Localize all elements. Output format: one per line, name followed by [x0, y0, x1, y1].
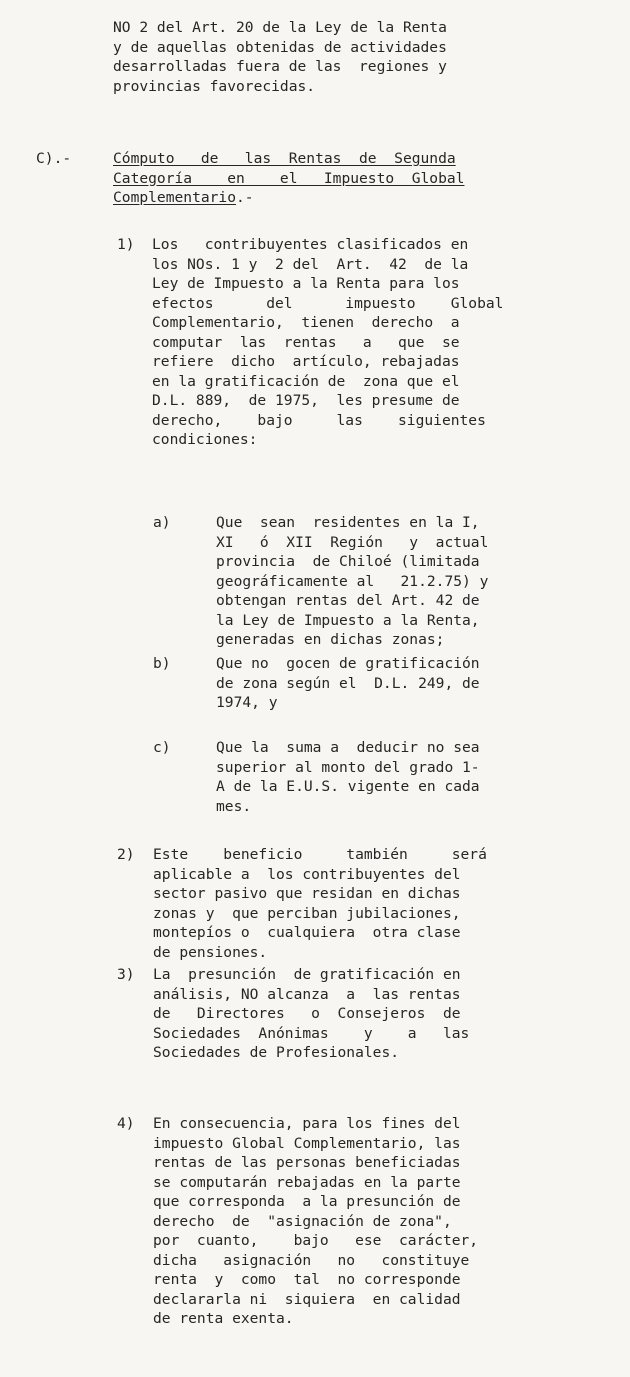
item-line: rentas de las personas beneficiadas — [153, 1154, 461, 1171]
item-line: se computarán rebajadas en la parte — [153, 1173, 461, 1191]
item-line: derecho, bajo las siguientes — [152, 411, 486, 429]
subitem-line: mes. — [216, 797, 252, 815]
item-line: zonas y que perciban jubilaciones, — [153, 904, 461, 922]
item-line: que corresponda a la presunción de — [153, 1193, 461, 1210]
subitem-line: generadas en dichas zonas; — [216, 631, 445, 648]
intro-paragraph — [113, 18, 447, 96]
section-c-title — [113, 149, 464, 208]
item-line: de pensiones. — [153, 943, 268, 961]
item-line: refiere dicho artículo, rebajadas — [152, 353, 460, 370]
item-line: aplicable a los contribuyentes del — [153, 865, 461, 883]
section-title-line: Cómputo de las Rentas de Segunda — [113, 150, 456, 167]
item-1-number: 1) — [117, 236, 135, 253]
section-title-suffix: .- — [236, 189, 254, 206]
subitem-line: Que sean residentes en la I, — [216, 514, 480, 531]
section-title-last-line — [113, 188, 464, 208]
item-line: efectos del impuesto Global — [152, 294, 504, 312]
subitem-a-text — [216, 513, 488, 650]
subitem-b-letter: b) — [153, 655, 171, 672]
subitem-c-text — [216, 738, 480, 816]
item-2-number: 2) — [117, 846, 135, 863]
subitem-line: provincia de Chiloé (limitada — [216, 553, 480, 570]
item-line: declararla ni siquiera en calidad — [153, 1290, 461, 1308]
item-line: Ley de Impuesto a la Renta para los — [152, 275, 460, 292]
subitem-line: 1974, y — [216, 694, 278, 711]
item-line: Este beneficio también será — [153, 846, 487, 863]
item-line: de Directores o Consejeros de — [153, 1005, 461, 1022]
subitem-line: superior al monto del grado 1- — [216, 758, 480, 776]
item-line: en la gratificación de zona que el — [152, 372, 460, 390]
item-line: montepíos o cualquiera otra clase — [153, 924, 461, 941]
item-line: En consecuencia, para los fines del — [153, 1115, 461, 1132]
subitem-line: obtengan rentas del Art. 42 de — [216, 592, 480, 609]
item-4-text — [153, 1114, 478, 1329]
subitem-c-letter: c) — [153, 739, 171, 756]
item-line: Complementario, tienen derecho a — [152, 314, 460, 331]
item-line: dicha asignación no constituye — [153, 1251, 470, 1269]
intro-line: provincias favorecidas. — [113, 77, 316, 95]
item-line: por cuanto, bajo ese carácter, — [153, 1232, 479, 1249]
item-2-text — [153, 845, 487, 962]
intro-line: NO 2 del Art. 20 de la Ley de la Renta — [113, 19, 447, 36]
item-3-text — [153, 965, 469, 1063]
intro-line: desarrolladas fuera de las regiones y — [113, 58, 447, 75]
subitem-line: de zona según el D.L. 249, de — [216, 674, 480, 692]
subitem-line: la Ley de Impuesto a la Renta, — [216, 611, 480, 629]
item-line: condiciones: — [152, 431, 258, 448]
section-title-line: Complementario — [113, 189, 237, 206]
item-line: Los contribuyentes clasificados en — [152, 236, 469, 253]
subitem-line: A de la E.U.S. vigente en cada — [216, 778, 480, 795]
item-4-number: 4) — [117, 1115, 135, 1132]
subitem-line: XI ó XII Región y actual — [216, 533, 489, 551]
subitem-line: Que no gocen de gratificación — [216, 655, 480, 672]
subitem-b-text — [216, 654, 480, 713]
subitem-line: geográficamente al 21.2.75) y — [216, 572, 489, 590]
item-1-text — [152, 235, 503, 450]
item-line: los NOs. 1 y 2 del Art. 42 de la — [152, 255, 469, 273]
section-c-label — [36, 149, 71, 169]
section-title-line: Categoría en el Impuesto Global — [113, 169, 465, 187]
item-line: sector pasivo que residan en dichas — [153, 885, 461, 902]
item-line: La presunción de gratificación en — [153, 966, 461, 983]
section-label-text: C).- — [36, 150, 72, 167]
intro-line: y de aquellas obtenidas de actividades — [113, 38, 447, 56]
item-line: computar las rentas a que se — [152, 333, 460, 351]
item-line: Sociedades Anónimas y a las — [153, 1024, 470, 1042]
item-3-number: 3) — [117, 966, 135, 983]
item-line: análisis, NO alcanza a las rentas — [153, 985, 461, 1003]
subitem-a-letter: a) — [153, 514, 171, 531]
item-line: renta y como tal no corresponde — [153, 1271, 461, 1288]
subitem-line: Que la suma a deducir no sea — [216, 739, 480, 756]
item-line: derecho de "asignación de zona", — [153, 1212, 452, 1230]
item-line: impuesto Global Complementario, las — [153, 1134, 461, 1152]
item-line: D.L. 889, de 1975, les presume de — [152, 392, 460, 409]
item-line: de renta exenta. — [153, 1310, 294, 1327]
item-line: Sociedades de Profesionales. — [153, 1044, 400, 1061]
